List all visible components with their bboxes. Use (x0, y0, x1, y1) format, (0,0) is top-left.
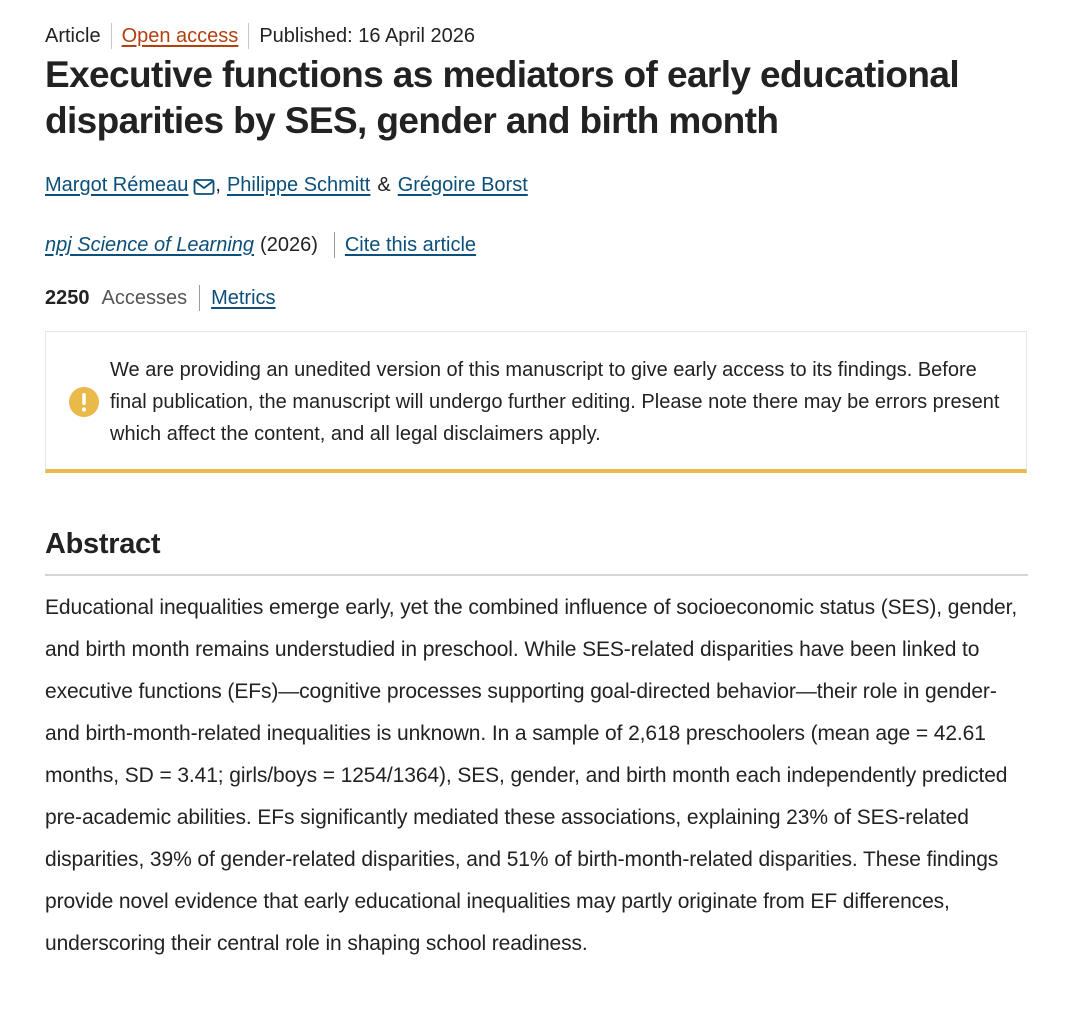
author-link-borst[interactable]: Grégoire Borst (397, 174, 528, 196)
journal-info (45, 231, 476, 259)
author-separator: , (215, 174, 221, 196)
open-access-link[interactable]: Open access (121, 25, 239, 47)
article-metrics (45, 284, 276, 312)
journal-link[interactable]: npj Science of Learning (45, 234, 255, 256)
notice-text: We are providing an unedited version of this manuscript to give early access to its findings. Before final publication, the manuscript will undergo further editing. Please note there may be errors present which affect the content, and all legal disclaimers apply. (110, 359, 1000, 445)
abstract-divider (45, 574, 1028, 576)
mail-icon[interactable] (193, 176, 215, 194)
article-type: Article (45, 25, 101, 47)
published-date: Published: 16 April 2026 (259, 25, 476, 47)
exclamation-circle-icon (68, 386, 100, 418)
author-list (45, 171, 528, 199)
journal-year: (2026) (260, 234, 318, 256)
article-meta (45, 22, 475, 50)
abstract-text: Educational inequalities emerge early, yet the combined influence of socioeconomic status (SES), gender, and birth month remains understudied in preschool. While SES-related disparities have been linked to executive functions (EFs)—cognitive processes supporting goal-directed behavior—their role in gender- and birth-month-related inequalities is unknown. In a sample of 2,618 preschoolers (mean age = 42.61 months, SD = 3.41; girls/boys = 1254/1364), SES, gender, and birth month each independently predicted pre-academic abilities. EFs significantly mediated these associations, explaining 23% of SES-related disparities, 39% of gender-related disparities, and 51% of birth-month-related disparities. These findings provide novel evidence that early educational inequalities may partly originate from EF differences, underscoring their central role in shaping school readiness. (45, 596, 1018, 955)
author-separator: & (377, 174, 391, 196)
metrics-divider (199, 285, 200, 311)
article-title: Executive functions as mediators of early educational disparities by SES, gender and birth month (45, 54, 960, 141)
abstract-heading: Abstract (45, 528, 161, 560)
cite-article-link[interactable]: Cite this article (344, 234, 477, 256)
meta-divider (248, 23, 249, 49)
journal-divider (334, 232, 335, 258)
accesses-label: Accesses (101, 287, 188, 309)
author-link-schmitt[interactable]: Philippe Schmitt (226, 174, 371, 196)
metrics-link[interactable]: Metrics (211, 287, 276, 309)
meta-divider (111, 23, 112, 49)
access-count: 2250 (45, 287, 90, 309)
author-link-remeau[interactable]: Margot Rémeau (45, 174, 189, 196)
unedited-manuscript-notice (45, 331, 1027, 473)
